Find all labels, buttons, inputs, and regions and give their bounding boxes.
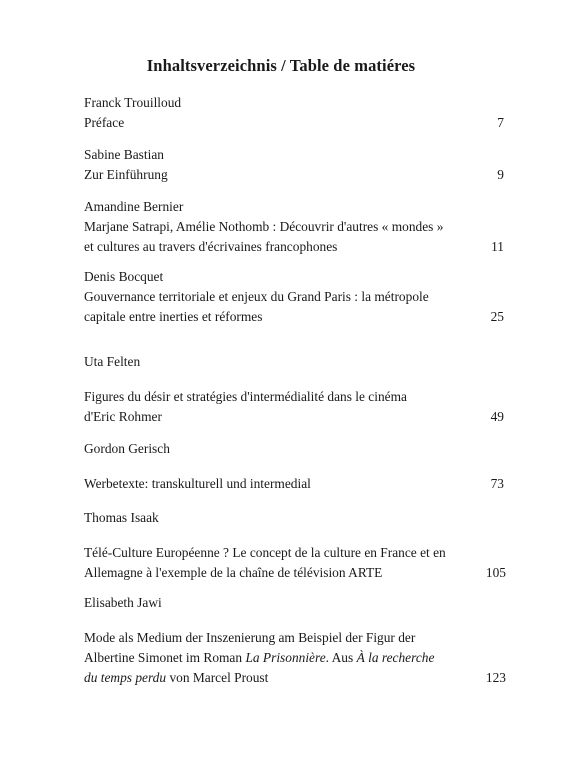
entry-title-text: von Marcel Proust [169, 670, 269, 685]
entry-title: Préface [84, 115, 125, 130]
entry-author: Denis Bocquet [84, 269, 164, 284]
entry-page-number: 7 [497, 115, 504, 130]
entry-title-text: . Aus [325, 650, 354, 665]
entry-title-line: Télé-Culture Européenne ? Le concept de la culture en France et en [84, 545, 446, 560]
entry-author: Sabine Bastian [84, 147, 164, 162]
entry-title-line: Marjane Satrapi, Amélie Nothomb : Découvrir d'autres « mondes » [84, 219, 444, 234]
entry-page-number: 73 [490, 476, 504, 491]
entry-author: Elisabeth Jawi [84, 595, 162, 610]
entry-title-line: capitale entre inerties et réformes [84, 309, 263, 324]
entry-author: Uta Felten [84, 354, 141, 369]
entry-page-number: 105 [485, 565, 506, 580]
entry-title-line: et cultures au travers d'écrivaines francophones [84, 239, 338, 254]
toc-entry [84, 267, 504, 327]
toc-entry [84, 197, 504, 257]
entry-page-number: 11 [491, 239, 504, 254]
entry-title-line: d'Eric Rohmer [84, 409, 162, 424]
entry-page-number: 9 [497, 167, 504, 182]
entry-title-line: Figures du désir et stratégies d'intermédialité dans le cinéma [84, 389, 407, 404]
toc-entry [84, 593, 504, 688]
toc-heading: Inhaltsverzeichnis / Table de matiéres [146, 56, 416, 75]
entry-title-line: Allemagne à l'exemple de la chaîne de télévision ARTE [84, 565, 383, 580]
entry-title-work: La Prisonnière [245, 650, 326, 665]
entry-title-work: À la recherche [356, 650, 435, 665]
entry-title: Werbetexte: transkulturell und intermedial [84, 476, 311, 491]
entry-page-number: 49 [490, 409, 504, 424]
entry-title-line: Gouvernance territoriale et enjeux du Grand Paris : la métropole [84, 289, 429, 304]
entry-title-text: Albertine Simonet im Roman [84, 650, 243, 665]
toc-entry [84, 352, 504, 427]
entry-author: Amandine Bernier [84, 199, 184, 214]
entry-author: Thomas Isaak [84, 510, 159, 525]
entry-title-line [84, 648, 504, 668]
toc-entry [84, 145, 504, 185]
toc-entry [84, 93, 504, 133]
entry-title-line: Mode als Medium der Inszenierung am Beispiel der Figur der [84, 630, 416, 645]
entry-page-number: 123 [485, 670, 506, 685]
toc-entry [84, 508, 504, 583]
entry-author: Franck Trouilloud [84, 95, 182, 110]
entry-title-work: du temps perdu [84, 670, 167, 685]
entry-title: Zur Einführung [84, 167, 168, 182]
toc-entry [84, 439, 504, 494]
entry-author: Gordon Gerisch [84, 441, 170, 456]
entry-page-number: 25 [490, 309, 504, 324]
entry-title-line [84, 668, 504, 688]
